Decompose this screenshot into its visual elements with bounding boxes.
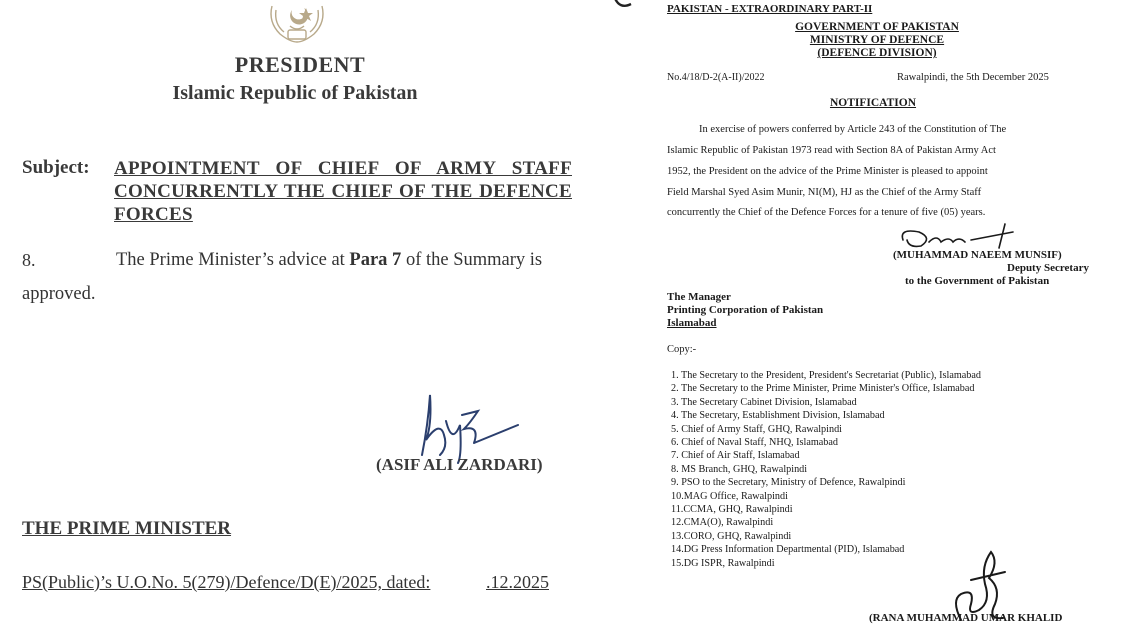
emblem-fragment (611, 0, 637, 10)
gazette-heading: PAKISTAN - EXTRAORDINARY PART-II (667, 3, 873, 15)
paragraph-text-continued: approved. (22, 284, 96, 304)
subject-text: APPOINTMENT OF CHIEF OF ARMY STAFF CONCURRENTLY THE CHIEF OF THE DEFENCE FORCES (114, 158, 572, 225)
paragraph-text-part2: of the Summary is (401, 250, 543, 270)
list-item: 11.CCMA, GHQ, Rawalpindi (671, 504, 793, 516)
list-item: 4. The Secretary, Establishment Division, Islamabad (671, 410, 885, 422)
paragraph-number: 8. (22, 250, 36, 270)
paragraph-text (116, 250, 542, 271)
division-heading: (DEFENCE DIVISION) (817, 47, 937, 59)
addressee: THE PRIME MINISTER (22, 518, 232, 539)
list-item: 15.DG ISPR, Rawalpindi (671, 557, 775, 569)
state-emblem-crest (262, 0, 332, 44)
subject-label: Subject: (22, 157, 90, 178)
list-item: 2. The Secretary to the Prime Minister, Prime Minister's Office, Islamabad (671, 383, 975, 395)
notification-body-line: In exercise of powers conferred by Article 243 of the Constitution of The (699, 124, 1007, 135)
recipient-line: Printing Corporation of Pakistan (667, 304, 824, 316)
heading-president: PRESIDENT (234, 52, 366, 77)
list-item: 1. The Secretary to the President, President's Secretariat (Public), Islamabad (671, 370, 982, 381)
list-item: 6. Chief of Naval Staff, NHQ, Islamabad (671, 437, 839, 449)
list-item: 5. Chief of Army Staff, GHQ, Rawalpindi (671, 423, 842, 435)
list-item: 3. The Secretary Cabinet Division, Islamabad (671, 396, 857, 408)
government-heading: GOVERNMENT OF PAKISTAN (795, 21, 959, 33)
signatory-name: (ASIF ALI ZARDARI) (376, 455, 543, 474)
deputy-secretary-title: Deputy Secretary (1007, 262, 1089, 274)
paragraph-text-part1: The Prime Minister’s advice at (116, 250, 350, 270)
deputy-secretary-org: to the Government of Pakistan (905, 275, 1050, 287)
ministry-heading: MINISTRY OF DEFENCE (809, 34, 945, 46)
uo-date: .12.2025 (486, 572, 549, 592)
notification-body-line: Islamic Republic of Pakistan 1973 read with Section 8A of Pakistan Army Act (667, 145, 996, 156)
defence-notification-page (607, 0, 1089, 630)
deputy-secretary-name: (MUHAMMAD NAEEM MUNSIF) (893, 249, 1062, 261)
place-and-date: Rawalpindi, the 5th December 2025 (897, 72, 1049, 83)
notification-body-line: 1952, the President on the advice of the Prime Minister is pleased to appoint (667, 166, 988, 177)
uo-number: PS(Public)’s U.O.No. 5(279)/Defence/D(E)/2025, dated: (22, 572, 431, 592)
list-item: 12.CMA(O), Rawalpindi (671, 517, 774, 529)
paragraph-text-bold: Para 7 (349, 250, 402, 270)
copy-label: Copy:- (667, 344, 697, 355)
copy-distribution-list (671, 369, 1111, 570)
reference-number: No.4/18/D-2(A-II)/2022 (667, 72, 765, 83)
section-officer-name: (RANA MUHAMMAD UMAR KHALID (869, 612, 1063, 624)
recipient-line: Islamabad (667, 317, 717, 329)
president-signature (400, 385, 530, 465)
list-item: 10.MAG Office, Rawalpindi (671, 490, 788, 502)
subheading-country: Islamic Republic of Pakistan (172, 82, 418, 104)
list-item: 9. PSO to the Secretary, Ministry of Defence, Rawalpindi (671, 477, 906, 489)
notification-body-line: concurrently the Chief of the Defence Forces for a tenure of five (05) years. (667, 207, 986, 218)
list-item: 13.CORO, GHQ, Rawalpindi (671, 530, 792, 542)
list-item: 14.DG Press Information Departmental (PID), Islamabad (671, 544, 905, 556)
deputy-secretary-signature (893, 218, 1033, 252)
recipient-line: The Manager (667, 291, 731, 303)
notification-body-line: Field Marshal Syed Asim Munir, NI(M), HJ as the Chief of the Army Staff (667, 187, 982, 198)
list-item: 8. MS Branch, GHQ, Rawalpindi (671, 463, 808, 475)
page-divider (600, 0, 607, 630)
list-item: 7. Chief of Air Staff, Islamabad (671, 450, 800, 462)
notification-title: NOTIFICATION (829, 97, 917, 109)
